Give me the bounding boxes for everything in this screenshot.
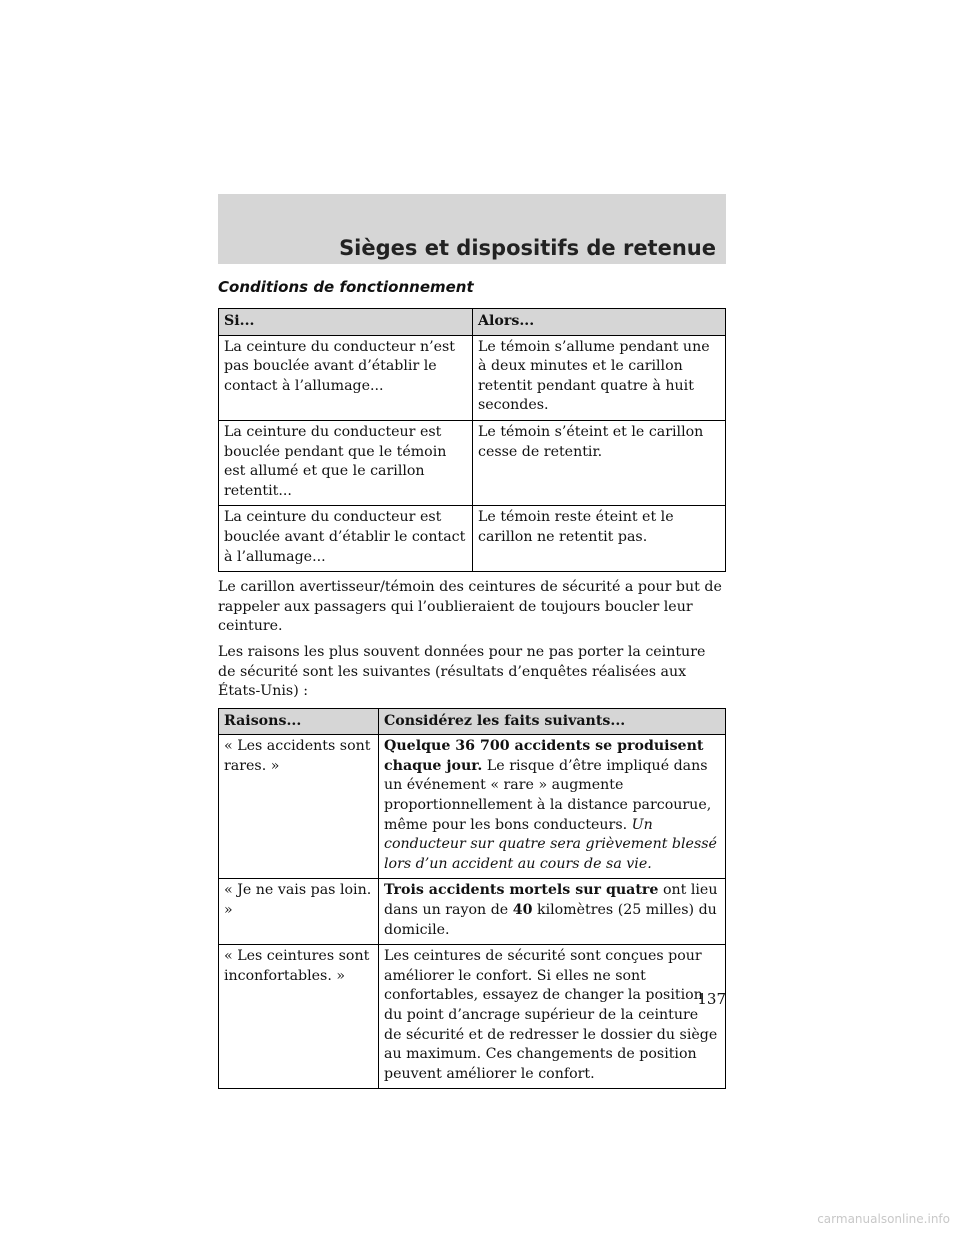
page-title: Sièges et dispositifs de retenue [339, 236, 716, 260]
conditions-table [218, 308, 726, 572]
table-cell: Le témoin s’allume pendant une à deux minutes et le carillon retentit pendant quatre à huit secondes. [473, 335, 726, 420]
cell-text: kilomètres (25 milles) du domicile. [384, 902, 717, 938]
section-title: Conditions de fonctionnement [218, 278, 474, 296]
table-cell: Le témoin reste éteint et le carillon ne retentit pas. [473, 506, 726, 572]
table-cell: « Les accidents sont rares. » [219, 735, 379, 879]
column-header: Alors... [473, 309, 726, 336]
paragraph: Les raisons les plus souvent données pour ne pas porter la ceinture de sécurité sont les suivantes (résultats d’enquêtes réalisées aux États-Unis) : [218, 643, 706, 700]
italic-text: Un conducteur sur quatre sera grièvement blessé lors d’un accident au cours de sa vie. [384, 816, 717, 872]
table-cell: Le témoin s’éteint et le carillon cesse de retentir. [473, 420, 726, 505]
page-content [218, 278, 726, 1089]
column-header: Raisons... [219, 708, 379, 735]
table-row [219, 335, 726, 420]
emphasis-number: 40 [512, 902, 533, 919]
table-cell: La ceinture du conducteur est bouclée avant d’établir le contact à l’allumage... [219, 506, 473, 572]
table-cell: « Je ne vais pas loin. » [219, 879, 379, 945]
table-header-row [219, 708, 726, 735]
page-number: 137 [697, 990, 726, 1008]
cell-text: Le risque d’être impliqué dans un événement « rare » augmente proportionnellement à la distance parcourue, même pour les bons conducteurs. [384, 757, 712, 833]
table-cell [379, 879, 726, 945]
table-row [219, 879, 726, 945]
table-row [219, 506, 726, 572]
emphasis-text: Trois accidents mortels sur quatre [384, 882, 659, 899]
watermark: carmanualsonline.info [817, 1212, 950, 1226]
column-header: Si... [219, 309, 473, 336]
emphasis-text: Quelque 36 700 accidents se produisent chaque jour. [384, 738, 704, 774]
cell-text: ont lieu dans un rayon de [384, 882, 718, 919]
table-row [219, 420, 726, 505]
table-cell: Les ceintures de sécurité sont conçues pour améliorer le confort. Si elles ne sont confortables, essayez de changer la position du point d’ancrage supérieur de la ceinture de sécurité et de redresser le dossier du siège au maximum. Ces changements de position peuvent améliorer le confort. [379, 945, 726, 1089]
paragraph: Le carillon avertisseur/témoin des ceintures de sécurité a pour but de rappeler aux passagers qui l’oublieraient de toujours boucler leur ceinture. [218, 579, 722, 635]
header-band [218, 194, 726, 264]
table-cell: La ceinture du conducteur n’est pas bouclée avant d’établir le contact à l’allumage... [219, 335, 473, 420]
reasons-table [218, 708, 726, 1090]
table-cell: La ceinture du conducteur est bouclée pendant que le témoin est allumé et que le carillon retentit... [219, 420, 473, 505]
table-header-row [219, 309, 726, 336]
table-row [219, 945, 726, 1089]
table-row [219, 735, 726, 879]
table-cell [379, 735, 726, 879]
table-cell: « Les ceintures sont inconfortables. » [219, 945, 379, 1089]
column-header: Considérez les faits suivants... [379, 708, 726, 735]
